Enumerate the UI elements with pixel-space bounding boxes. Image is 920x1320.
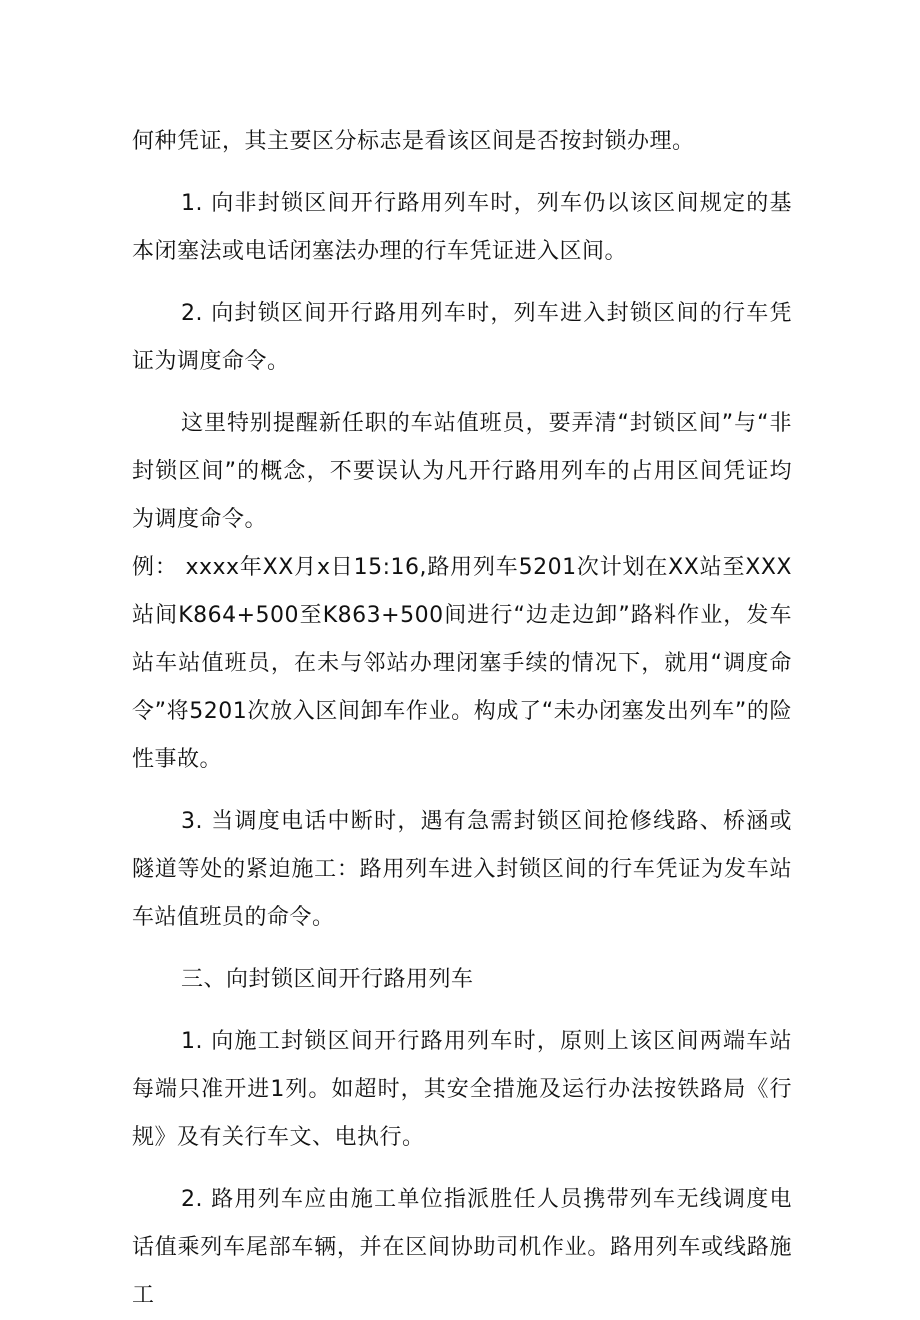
document-body xyxy=(132,118,792,1320)
paragraph-section3-item-1: 1. 向施工封锁区间开行路用列车时，原则上该区间两端车站每端只准开进1列。如超时，其安全措施及运行办法按铁路局《行规》及有关行车文、电执行。 xyxy=(132,1029,792,1150)
paragraph-item-3: 3. 当调度电话中断时，遇有急需封锁区间抢修线路、桥涵或隧道等处的紧迫施工：路用列车进入封锁区间的行车凭证为发车站车站值班员的命令。 xyxy=(132,809,792,930)
paragraph-example: 例： xxxx年XX月x日15:16,路用列车5201次计划在XX站至XXX站间K864+500至K863+500间进行“边走边卸”路料作业，发车站车站值班员，在未与邻站办理闭塞手续的情况下，就用“调度命令”将5201次放入区间卸车作业。构成了“未办闭塞发出列车”的险性事故。 xyxy=(132,555,792,772)
paragraph-continuation: 何种凭证，其主要区分标志是看该区间是否按封锁办理。 xyxy=(132,129,695,154)
paragraph-item-1: 1. 向非封锁区间开行路用列车时，列车仍以该区间规定的基本闭塞法或电话闭塞法办理的行车凭证进入区间。 xyxy=(132,191,792,264)
paragraph-section3-item-2: 2. 路用列车应由施工单位指派胜任人员携带列车无线调度电话值乘列车尾部车辆，并在区间协助司机作业。路用列车或线路施工 xyxy=(132,1187,792,1308)
paragraph-reminder: 这里特别提醒新任职的车站值班员，要弄清“封锁区间”与“非封锁区间”的概念，不要误认为凡开行路用列车的占用区间凭证均为调度命令。 xyxy=(132,411,792,532)
section-heading-three: 三、向封锁区间开行路用列车 xyxy=(181,967,474,992)
paragraph-item-2: 2. 向封锁区间开行路用列车时，列车进入封锁区间的行车凭证为调度命令。 xyxy=(132,301,792,374)
